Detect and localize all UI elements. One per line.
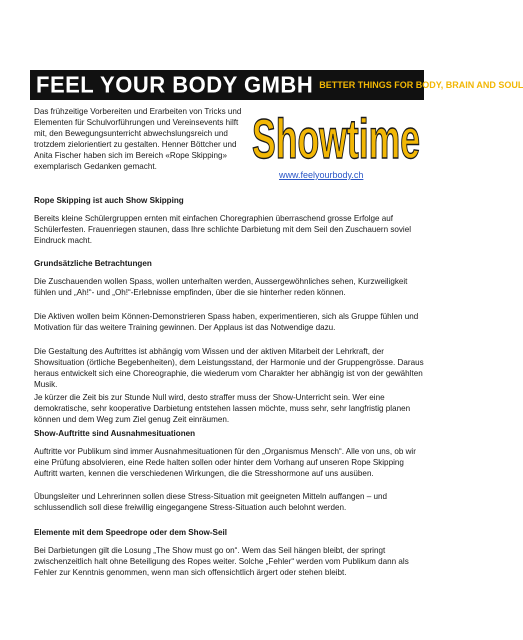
- section-paragraph: Bereits kleine Schülergruppen ernten mit einfachen Choregraphien überraschend grosse Erfolge auf Schülerfesten. Frauenriegen staunen, dass Ihre schlichte Darbietung mit dem Seil den Zuschauern soviel Eindruck macht.: [34, 214, 412, 246]
- brand-name: FEEL YOUR BODY GMBH: [36, 71, 314, 98]
- header-banner: [30, 70, 523, 100]
- section-heading-grundsaetzlich: Grundsätzliche Betrachtungen: [34, 259, 152, 268]
- section-paragraph: Je kürzer die Zeit bis zur Stunde Null wird, desto straffer muss der Show-Unterricht sein. Wer eine demokratische, sehr kooperative Darbietung entstehen lassen möchte, muss sehr, sehr langfristig planen können und dem Weg zum Ziel genug Zeit einräumen.: [34, 393, 411, 425]
- section-paragraph: Auftritte vor Publikum sind immer Ausnahmesituationen für den „Organismus Mensch“. Alle von uns, ob wir eine Prüfung absolvieren, eine Rede halten sollen oder hinter dem Vorhang auf unseren Rope Skipping Auftritt warten, kennen die verschiedenen Wirkungen, die die Stresshormone auf uns ausüben.: [34, 447, 416, 479]
- section-heading-elemente: Elemente mit dem Speedrope oder dem Show-Seil: [34, 528, 227, 537]
- section-heading-show-skipping: Rope Skipping ist auch Show Skipping: [34, 196, 184, 205]
- section-heading-ausnahmesituationen: Show-Auftritte sind Ausnahmesituationen: [34, 429, 196, 438]
- section-paragraph: Die Aktiven wollen beim Können-Demonstrieren Spass haben, experimentieren, sich als Gruppe fühlen und Motivation für das weitere Training gewinnen. Der Applaus ist das Notwendige dazu.: [34, 312, 419, 333]
- section-paragraph: Bei Darbietungen gilt die Losung „The Show must go on“. Wem das Seil hängen bleibt, der springt zwischenzeitlich halt ohne Beteiligung des Ropes weiter. Solche „Fehler“ werden vom Publikum dann als Fehler zur Kenntnis genommen, wenn man sich offensichtlich ärgert oder stehen bleibt.: [34, 546, 409, 578]
- brand-tagline: BETTER THINGS FOR BODY, BRAIN AND SOUL: [319, 80, 523, 90]
- intro-paragraph: Das frühzeitige Vorbereiten und Erarbeiten von Tricks und Elementen für Schulvorführungen und Vereinsevents hilft mit, den Bewegungsunterricht abwechslungsreich und trotzdem zielorientiert zu gestalten. Henner Böttcher und Anita Fischer haben sich im Bereich «Rope Skipping» exemplarisch Gedanken gemacht.: [34, 107, 242, 172]
- showtime-logo-text: Showtime: [252, 107, 420, 170]
- showtime-logo: [250, 108, 422, 168]
- section-paragraph: Die Gestaltung des Auftrittes ist abhängig vom Wissen und der aktiven Mitarbeit der Lehrkraft, der Showsituation (örtliche Begebenheiten), dem Leistungsstand, der Harmonie und der Gruppengrösse. Daraus heraus entwickelt sich eine Choreographie, die wiederum vom Charakter her abhängig ist von der gewählten Musik.: [34, 347, 424, 390]
- website-link[interactable]: www.feelyourbody.ch: [279, 170, 364, 180]
- section-paragraph: Die Zuschauenden wollen Spass, wollen unterhalten werden, Aussergewöhnliches sehen, Kurzweiligkeit fühlen und „Ah!“- und „Oh!“-Erlebnisse empfinden, über die sie hinterher reden können.: [34, 277, 408, 298]
- section-paragraph: Übungsleiter und Lehrerinnen sollen diese Stress-Situation mit geeigneten Mitteln auffangen – und schlussendlich soll diese freiwillig eingegangene Stress-Situation auch belohnt werden.: [34, 492, 388, 513]
